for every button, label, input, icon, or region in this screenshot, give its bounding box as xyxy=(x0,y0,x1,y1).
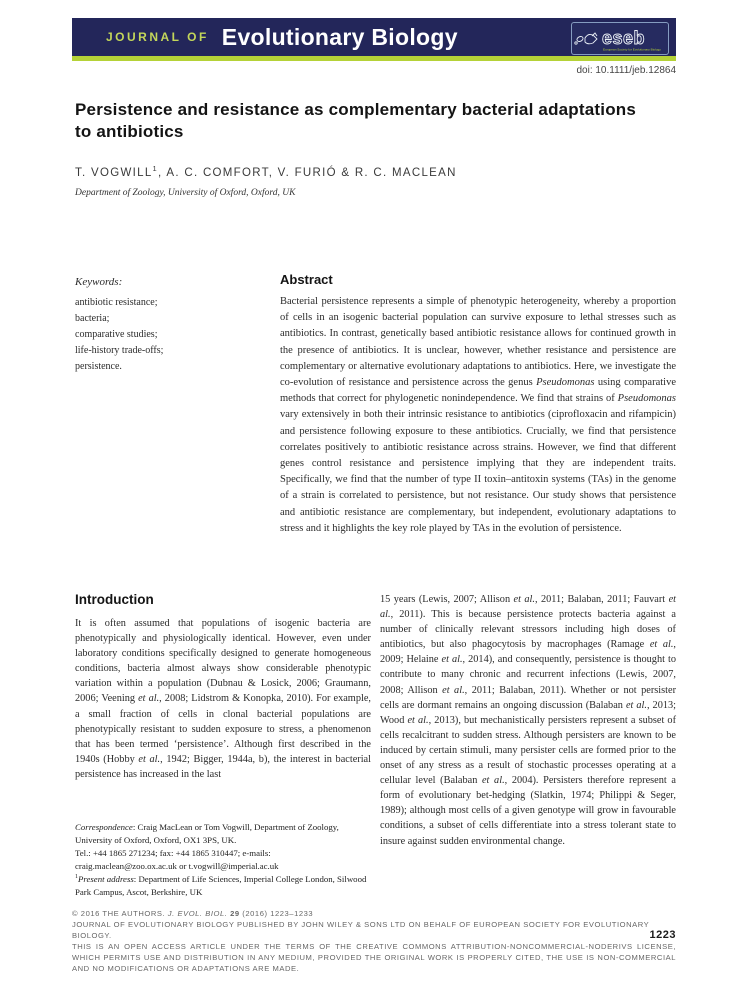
page-footer xyxy=(72,908,676,974)
correspondence-note: Correspondence: Craig MacLean or Tom Vogwill, Department of Zoology, University of Oxford, Oxford, OX1 3PS, UK. xyxy=(75,822,339,845)
intro-text-left: It is often assumed that populations of isogenic bacteria are phenotypically and physiologically identical. However, even under laboratory conditions specifically designed to generate homogeneous conditions, bacteria almost always show considerable phenotypic variation within a population (Dubnau & Losick, 2006; Graumann, 2006; Veening et al., 2008; Lidstrom & Konopka, 2010). For example, a small fraction of cells in clonal bacterial populations are phenotypically resistant to sudden exposure to stress, a phenomenon that has been termed ‘persistence’. Although first described in the 1940s (Hobby et al., 1942; Bigger, 1944a, b), the interest in bacterial persistence has increased in the last xyxy=(75,618,371,780)
keyword-item: persistence. xyxy=(75,361,122,372)
intro-column-left xyxy=(75,592,371,782)
eseb-doodle-icon xyxy=(575,33,597,44)
intro-column-right xyxy=(380,592,676,849)
present-address-note: $^1$Present address: Department of Life Sciences, Imperial College London, Silwood Park Campus, Ascot, Berkshire, UK xyxy=(75,874,367,897)
keyword-item: antibiotic resistance; xyxy=(75,297,158,308)
footer-license: THIS IS AN OPEN ACCESS ARTICLE UNDER THE TERMS OF THE CREATIVE COMMONS ATTRIBUTION-NONCOMMERCIAL-NODERIVS LICENSE, WHICH PERMITS USE AND DISTRIBUTION IN ANY MEDIUM, PROVIDED THE ORIGINAL WORK IS PROPERLY CITED, THE USE IS NON-COMMERCIAL AND NO MODIFICATIONS OR ADAPTATIONS ARE MADE. xyxy=(72,942,676,973)
abstract-text: Bacterial persistence represents a simple of phenotypic heterogeneity, whereby a proportion of cells in an isogenic bacterial population can survive exposure to lethal stresses such as antibiotics. In contrast, genetically based antibiotic resistance allows for continued growth in the presence of antibiotics. It is unclear, however, whether resistance and persistence are complementary or alternative evolutionary adaptations to antibiotics. Here, we investigate the co-evolution of resistance and persistence across the genus Pseudomonas using comparative methods that correct for phylogenetic nonindependence. We find that strains of Pseudomonas vary extensively in both their intrinsic resistance to antibiotics (ciprofloxacin and rifampicin) and persistence following exposure to these antibiotics. Crucially, we find that persistence correlates positively to antibiotic resistance across strains. However, we find that different genes control resistance and persistence implying that they are independent traits. Specifically, we find that the number of type II toxin–antitoxin systems (TAs) in the genome of a strain is correlated to persistence, but not resistance. Our study shows that persistence and antibiotic resistance are complementary, but independent, evolutionary adaptations to stress and it highlights the key role played by TAs in the evolution of persistence. xyxy=(280,296,676,534)
authors-line: T. VOGWILL$^1$, A. C. COMFORT, V. FURIÓ & R. C. MACLEAN xyxy=(75,164,457,179)
keywords-block xyxy=(75,276,265,375)
keywords-list xyxy=(75,295,265,375)
footer-copyright: © 2016 THE AUTHORS. J. EVOL. BIOL. 29 (2016) 1223–1233 xyxy=(72,909,314,918)
abstract-heading: Abstract xyxy=(280,272,333,287)
journal-title: Evolutionary Biology xyxy=(221,23,458,50)
correspondence-contact: Tel.: +44 1865 271234; fax: +44 1865 310447; e-mails: craig.maclean@zoo.ox.ac.uk or t.vogwill@imperial.ac.uk xyxy=(75,848,279,871)
keyword-item: comparative studies; xyxy=(75,329,158,340)
journal-prefix: JOURNAL OF xyxy=(106,30,209,44)
keywords-heading: Keywords: xyxy=(75,276,123,288)
introduction-heading: Introduction xyxy=(75,592,154,607)
affiliation: Department of Zoology, University of Oxford, Oxford, UK xyxy=(75,188,296,198)
journal-banner xyxy=(72,18,676,56)
svg-text:eseb: eseb xyxy=(602,28,646,48)
eseb-caption: European Society for Evolutionary Biology xyxy=(603,47,661,52)
intro-text-right: 15 years (Lewis, 2007; Allison et al., 2011; Balaban, 2011; Fauvart et al., 2011). This is because persistence protects bacteria against a number of clinically relevant stressors including high doses of antibiotics, but also phagocytosis by macrophages (Ramage et al., 2009; Helaine et al., 2014), and consequently, persistence is thought to contribute to many chronic and recurrent infections (Lewis, 2007, 2008; Allison et al., 2011; Balaban, 2011). Whether or not persister cells are dormant remains an ongoing discussion (Balaban et al., 2013; Wood et al., 2013), but mechanistically persisters represent a subset of cells recalcitrant to sudden stress. Although persisters are known to be induced by certain stimuli, many persister cells are formed prior to the onset of any stress as a result of stochastic processes operating at a cellular level (Balaban et al., 2004). Persisters therefore represent a form of evolutionary bet-hedging (Slatkin, 1974; Philippi & Seger, 1989); although most cells of a given genotype will grow in favourable conditions, a subset of cells differentiate into a stress tolerant state to insure against sudden environmental change. xyxy=(380,594,677,847)
article-title: Persistence and resistance as complementary bacterial adaptations to antibiotics xyxy=(75,100,637,141)
page-number: 1223 xyxy=(649,929,676,941)
banner-accent-strip xyxy=(72,56,676,61)
doi-text: doi: 10.1111/jeb.12864 xyxy=(576,65,676,76)
eseb-logo xyxy=(571,22,669,55)
introduction-section xyxy=(72,592,676,908)
correspondence-block xyxy=(75,821,371,899)
eseb-logo-graphic xyxy=(572,23,668,54)
abstract-block xyxy=(280,272,676,537)
keyword-item: life-history trade-offs; xyxy=(75,345,164,356)
footer-publisher: JOURNAL OF EVOLUTIONARY BIOLOGY PUBLISHED BY JOHN WILEY & SONS LTD ON BEHALF OF EUROPEAN SOCIETY FOR EVOLUTIONARY BIOLOGY. xyxy=(72,920,650,940)
keyword-item: bacteria; xyxy=(75,313,110,324)
